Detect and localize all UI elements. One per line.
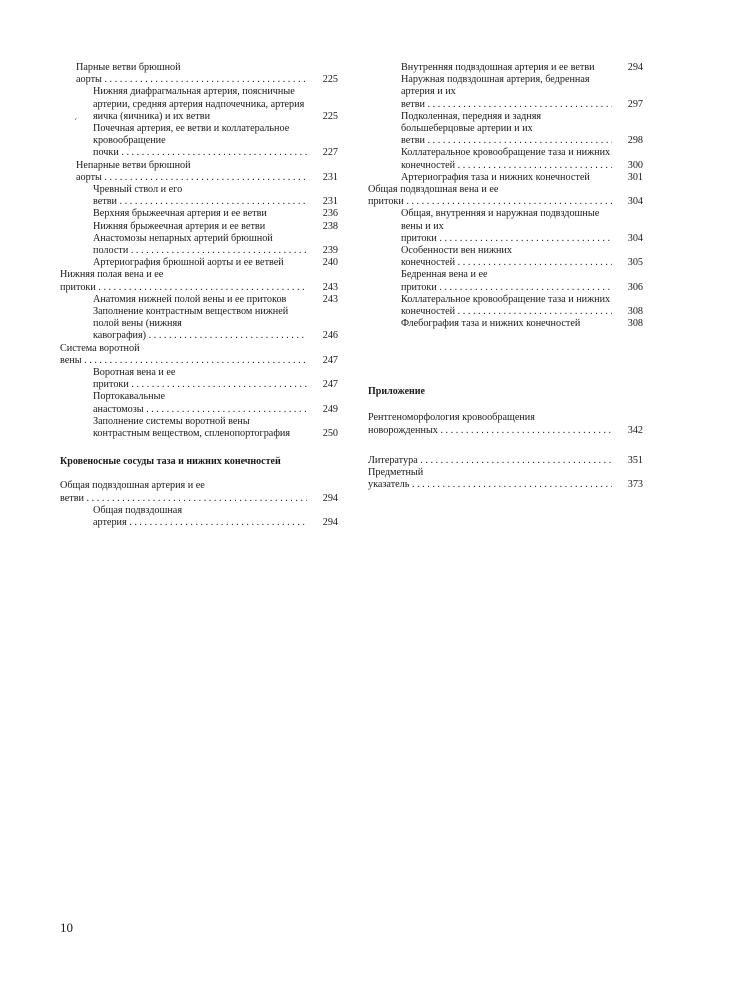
toc-entries-pelvis <box>60 480 338 529</box>
toc-entry-title: Заполнение контрастным веществом нижней полой вены (нижняя кавография) . . . <box>93 306 338 341</box>
toc-entry <box>368 245 643 269</box>
appendix-heading: Приложение <box>368 386 425 398</box>
toc-entry-page: 306 <box>612 282 643 294</box>
toc-entry <box>60 160 338 184</box>
toc-entry-page: 243 <box>307 282 338 294</box>
page-number: 10 <box>60 920 73 935</box>
toc-entry-page: 308 <box>612 306 643 318</box>
toc-entry <box>60 306 338 343</box>
toc-entry-title: Нижняя диафрагмальная артерия, поясничные артерии, средняя артерия надпочечника, артерия яичка (яичника) и их ветви <box>93 86 305 122</box>
toc-entry-title: Предметный указатель . . . <box>368 467 639 490</box>
toc-entry-title: Система воротной вены . . . <box>60 343 311 366</box>
toc-entry-title: Общая подвздошная артерия и ее ветви . . . <box>60 480 313 503</box>
toc-entry-page: 294 <box>307 493 338 505</box>
toc-entry-title: Общая, внутренняя и наружная подвздошные вены и их притоки . . . <box>401 208 643 243</box>
toc-entries-abdominal <box>60 62 338 440</box>
toc-entry-page: 342 <box>612 425 643 437</box>
toc-entry <box>368 412 643 436</box>
toc-entry-page: 298 <box>612 135 643 147</box>
toc-entry <box>60 294 338 306</box>
toc-entry <box>368 294 643 318</box>
toc-entry <box>368 467 643 491</box>
toc-entries-appendix <box>368 412 643 436</box>
toc-entry <box>60 62 338 86</box>
toc-entry <box>368 62 643 74</box>
toc-entry-page: 304 <box>612 196 643 208</box>
toc-entry-title: Нижняя полая вена и ее притоки . . . <box>60 269 325 292</box>
toc-entry <box>60 123 338 160</box>
toc-entry-page: 304 <box>612 233 643 245</box>
toc-entry-title: Рентгеноморфология кровообращения новорожденных . . . <box>368 412 643 435</box>
toc-entry-page: 247 <box>307 355 338 367</box>
toc-entry-title: Верхняя брыжеечная артерия и ее ветви <box>93 208 267 220</box>
toc-entry-page: 373 <box>612 479 643 491</box>
toc-entry-page: 246 <box>307 330 338 342</box>
toc-entry-title: Коллатеральное кровообращение таза и нижних конечностей . . . <box>401 294 643 317</box>
toc-entry <box>368 184 643 208</box>
toc-entry <box>368 208 643 245</box>
toc-entry-page: 308 <box>627 318 643 330</box>
toc-entry <box>60 391 338 415</box>
toc-entry-title: Подколенная, передняя и задняя большеберцовые артерии и их ветви . . . <box>401 111 643 146</box>
toc-entry <box>60 269 338 293</box>
toc-entry <box>368 147 643 171</box>
toc-entry <box>368 269 643 293</box>
toc-entry <box>368 172 643 184</box>
toc-entry-title: Бедренная вена и ее притоки . . . <box>401 269 643 292</box>
toc-entry <box>60 221 338 233</box>
toc-entry-page: 225 <box>307 74 338 86</box>
toc-entry-page: 227 <box>307 147 338 159</box>
toc-entry-page: 351 <box>612 455 643 467</box>
toc-entry <box>368 318 643 330</box>
toc-entry-page: 240 <box>322 257 338 269</box>
toc-entry <box>368 455 643 467</box>
toc-entry-title: Общая подвздошная вена и ее притоки . . . <box>368 184 633 207</box>
toc-entry-page: 247 <box>307 379 338 391</box>
toc-entry-title: Литература . . . <box>368 455 643 466</box>
toc-entry-title: Флебография таза и нижних конечностей <box>401 318 581 330</box>
toc-entry-title: Общая подвздошная артерия . . . <box>93 505 338 528</box>
toc-entry <box>368 111 643 148</box>
toc-entry-page: 238 <box>322 220 338 232</box>
margin-mark: ´ <box>74 118 78 129</box>
toc-entry-title: Заполнение системы воротной вены контрастным веществом, спленопортография <box>93 415 291 440</box>
toc-entry-page: 301 <box>627 171 643 183</box>
toc-entry-page: 236 <box>322 208 338 220</box>
toc-entry-page: 243 <box>322 293 338 305</box>
toc-entry-title: Нижняя брыжеечная артерия и ее ветви <box>93 220 266 232</box>
toc-entry-page: 239 <box>307 245 338 257</box>
toc-entries-backmatter <box>368 455 643 492</box>
toc-entry <box>368 74 643 111</box>
toc-entry <box>60 86 338 123</box>
toc-entry-title: Непарные ветви брюшной аорты . . . <box>76 160 331 183</box>
toc-entry-page: 294 <box>307 517 338 529</box>
toc-entry-title: Анастомозы непарных артерий брюшной полости . . . <box>93 233 338 256</box>
toc-entry-title: Артериография брюшной аорты и ее ветвей <box>93 257 284 269</box>
toc-left-column <box>60 62 338 529</box>
toc-entry <box>60 257 338 269</box>
toc-entry-title: Почечная артерия, ее ветви и коллатеральное кровообращение почки . . . <box>93 123 338 158</box>
toc-entry-page: 305 <box>612 257 643 269</box>
toc-entry-page: 231 <box>307 172 338 184</box>
toc-entry-title: Портокавальные анастомозы . . . <box>93 391 338 414</box>
toc-entry-page: 250 <box>322 428 338 440</box>
toc-entries-pelvis-cont <box>368 62 643 330</box>
toc-entry <box>60 367 338 391</box>
toc-entry-page: 294 <box>627 62 643 73</box>
toc-entry-title: Артериография таза и нижних конечностей <box>401 171 590 183</box>
toc-entry-page: 297 <box>612 99 643 111</box>
toc-entry-page: 225 <box>322 110 338 122</box>
section-heading: Кровеносные сосуды таза и нижних конечностей <box>60 456 281 468</box>
toc-entry-title: Воротная вена и ее притоки . . . <box>93 367 338 390</box>
toc-entry <box>60 233 338 257</box>
toc-entry <box>60 184 338 208</box>
toc-right-column <box>368 62 643 491</box>
toc-entry <box>60 208 338 220</box>
toc-entry-title: Парные ветви брюшной аорты . . . <box>76 62 331 85</box>
toc-entry-title: Наружная подвздошная артерия, бедренная артерия и их ветви . . . <box>401 74 643 109</box>
toc-entry <box>60 343 338 367</box>
toc-entry <box>60 505 338 529</box>
toc-entry-page: 231 <box>307 196 338 208</box>
toc-entry-page: 300 <box>612 160 643 172</box>
toc-entry-title: Анатомия нижней полой вены и ее притоков <box>93 293 287 305</box>
toc-entry <box>60 416 338 440</box>
toc-entry-title: Внутренняя подвздошная артерия и ее ветви <box>401 62 595 73</box>
toc-entry-page: 249 <box>307 404 338 416</box>
toc-entry <box>60 480 338 504</box>
toc-entry-title: Особенности вен нижних конечностей . . . <box>401 245 643 268</box>
toc-entry-title: Чревный ствол и его ветви . . . <box>93 184 338 207</box>
toc-entry-title: Коллатеральное кровообращение таза и нижних конечностей . . . <box>401 147 643 170</box>
